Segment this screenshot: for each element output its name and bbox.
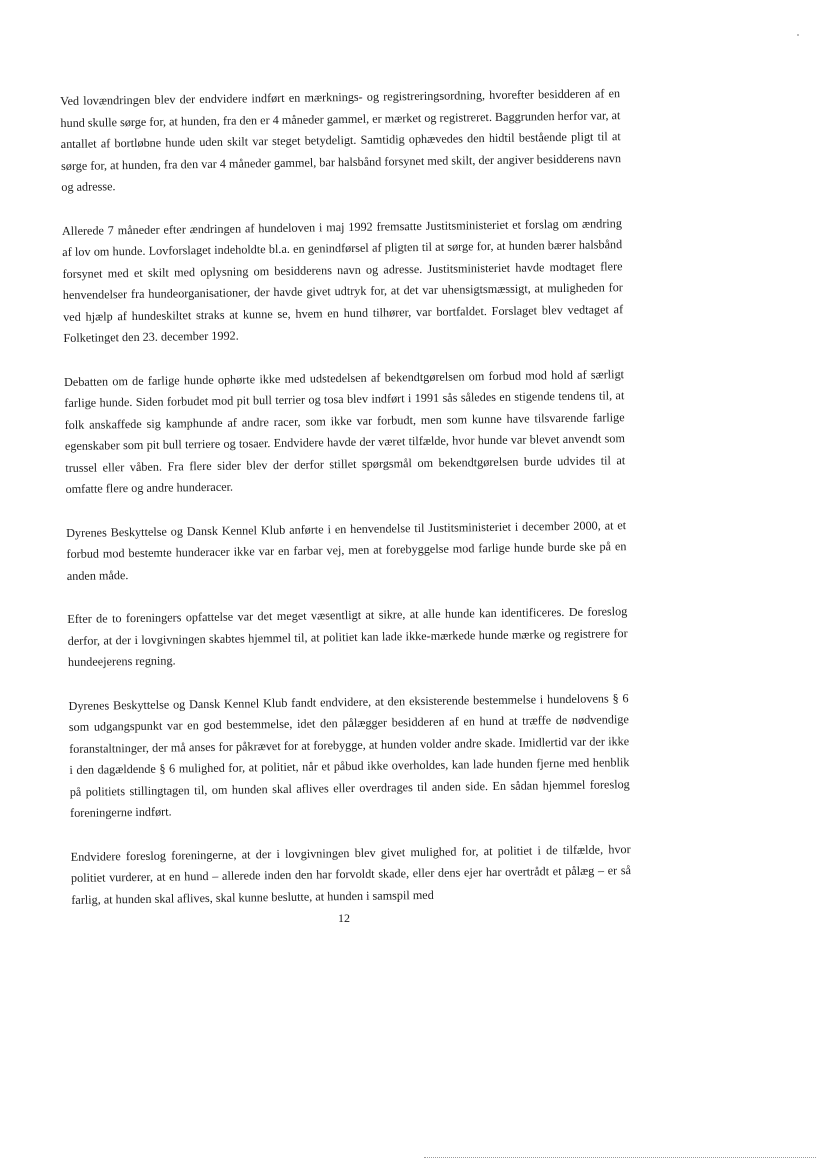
body-text	[60, 83, 632, 933]
paragraph-5: Efter de to foreningers opfattelse var det meget væsentligt at sikre, at alle hunde kan identificeres. De foreslog derfor, at der i lovgivningen skabtes hjemmel til, at politiet kan lade ikke-mærkede hunde mærke og registrere for hundeejerens regning.	[67, 604, 628, 669]
paragraph-1: Ved lovændringen blev der endvidere indført en mærknings- og registreringsordning, hvorefter besidderen af en hund skulle sørge for, at hunden, fra den er 4 måneder gammel, er mærket og registreret. Baggrunden herfor var, at antallet af bortløbne hunde uden skilt var steget betydeligt. Samtidig ophævedes den hidtil bestående pligt til at sørge for, at hunden, fra den var 4 måneder gammel, bar halsbånd forsynet med skilt, der angiver besidderens navn og adresse.	[60, 86, 622, 194]
paragraph-6: Dyrenes Beskyttelse og Dansk Kennel Klub fandt endvidere, at den eksisterende bestemmelse i hundelovens § 6 som udgangspunkt var en god bestemmelse, idet den pålægger besidderen af en hund at træffe de nødvendige foranstaltninger, der må anses for påkrævet for at forebygge, at hunden volder andre skade. Imidlertid var der ikke i den dagældende § 6 mulighed for, at politiet, når et påbud ikke overholdes, kan lade hunden fjerne med henblik på politiets stillingtagen til, om hunden skal aflives eller overdrages til anden side. En sådan hjemmel foreslog foreningerne indført.	[68, 690, 630, 820]
scan-noise-line	[424, 1157, 816, 1158]
paragraph-7: Endvidere foreslog foreningerne, at der i lovgivningen blev givet mulighed for, at politiet i de tilfælde, hvor politiet vurderer, at en hund – allerede inden den har forvoldt skade, eller dens ejer har overtrådt et pålæg – er så farlig, at hunden skal aflives, skal kunne beslutte, at hunden i samspil med	[70, 841, 632, 907]
paragraph-2: Allerede 7 måneder efter ændringen af hundeloven i maj 1992 fremsatte Justitsministeriet et forslag om ændring af lov om hunde. Lovforslaget indeholdte bl.a. en genindførsel af pligten til at sørge for, at hunden bærer halsbånd forsynet med et skilt med oplysning om besidderens navn og adresse. Justitsministeriet havde modtaget flere henvendelser fra hundeorganisationer, der havde givet udtryk for, at det var uhensigtsmæssigt, at muligheden for ved hjælp af hundeskiltet straks at kunne se, hvem en hund tilhører, var bortfaldet. Forslaget blev vedtaget af Folketinget den 23. december 1992.	[61, 215, 624, 345]
scan-speck	[797, 34, 799, 36]
paragraph-3: Debatten om de farlige hunde ophørte ikke med udstedelsen af bekendtgørelsen om forbud mod hold af særligt farlige hunde. Siden forbudet mod pit bull terrier og tosa blev indført i 1991 sås således en stigende tendens til, at folk anskaffede sig kamphunde af andre racer, som ikke var forbudt, men som kunne have tilsvarende farlige egenskaber som pit bull terriere og tosaer. Endvidere havde der været tilfælde, hvor hunde var blevet anvendt som trussel eller våben. Fra flere sider blev der derfor stillet spørgsmål om bekendtgørelsen burde udvides til at omfatte flere og andre hunderacer.	[63, 366, 626, 496]
paragraph-4: Dyrenes Beskyttelse og Dansk Kennel Klub anførte i en henvendelse til Justitsministeriet i december 2000, at et forbud mod bestemte hunderacer ikke var en farbar vej, men at forebyggelse mod farlige hunde burde ske på en anden måde.	[66, 517, 627, 583]
page-number: 12	[338, 911, 350, 925]
